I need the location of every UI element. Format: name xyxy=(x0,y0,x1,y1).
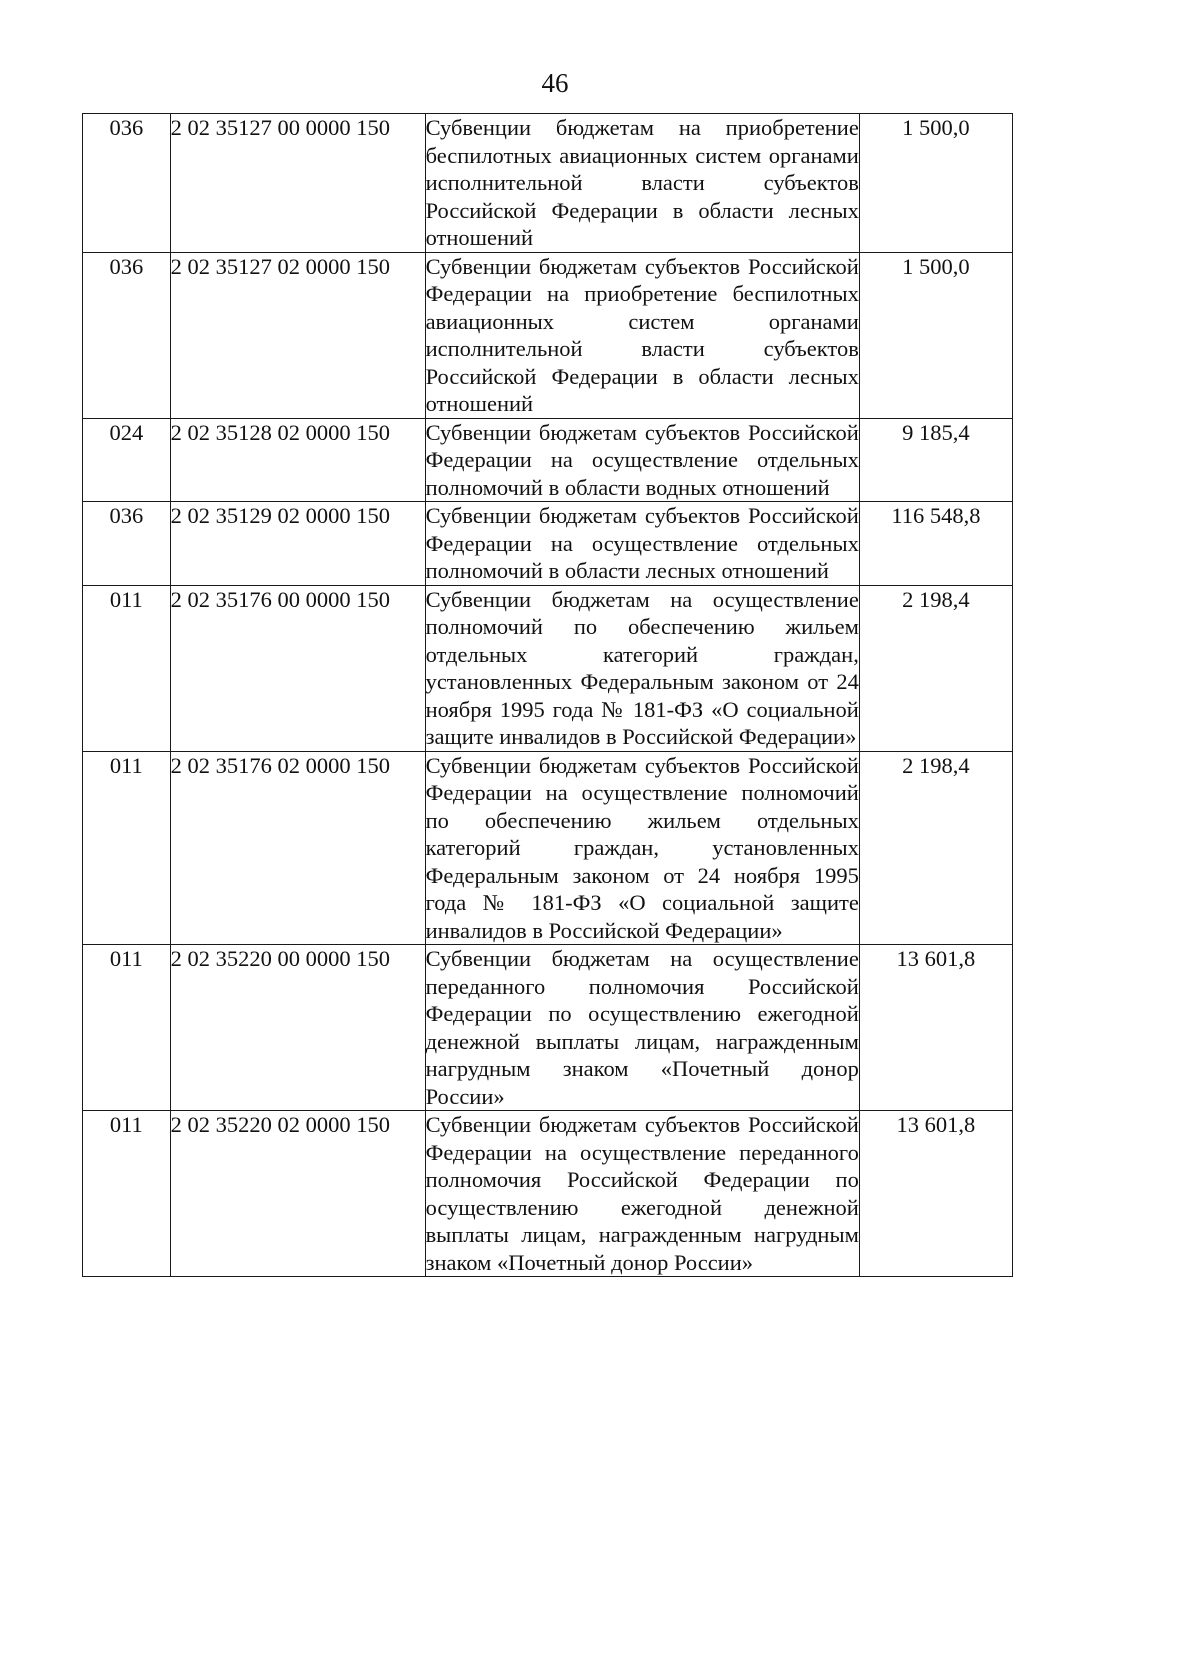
budget-classification-code-cell: 2 02 35127 00 0000 150 xyxy=(170,114,425,253)
admin-code-cell: 011 xyxy=(83,585,171,751)
admin-code-cell: 011 xyxy=(83,945,171,1111)
amount-cell: 13 601,8 xyxy=(859,1111,1012,1277)
amount-cell: 13 601,8 xyxy=(859,945,1012,1111)
revenue-name-cell: Субвенции бюджетам субъектов Российской Федерации на осуществление переданного полномочия Российской Федерации по осуществлению ежегодной денежной выплаты лицам, награжденным нагрудным знаком «Почетный донор России» xyxy=(425,1112,859,1275)
amount-cell: 2 198,4 xyxy=(859,751,1012,945)
amount-cell: 1 500,0 xyxy=(859,114,1012,253)
revenue-name-cell: Субвенции бюджетам на осуществление полномочий по обеспечению жильем отдельных категорий граждан, установленных Федеральным законом от 24 ноября 1995 года № 181-ФЗ «О социальной защите инвалидов в Российской Федерации» xyxy=(425,586,859,749)
budget-classification-code-cell: 2 02 35176 02 0000 150 xyxy=(170,751,425,945)
revenue-name-cell: Субвенции бюджетам субъектов Российской Федерации на осуществление полномочий по обеспечению жильем отдельных категорий граждан, установленных Федеральным законом от 24 ноября 1995 года № 181-ФЗ «О социальной защите инвалидов в Российской Федерации» xyxy=(425,752,859,943)
admin-code-cell: 011 xyxy=(83,751,171,945)
table-row xyxy=(83,1111,1013,1277)
budget-classification-code-cell: 2 02 35127 02 0000 150 xyxy=(170,252,425,418)
table-row xyxy=(83,945,1013,1111)
page-number: 46 xyxy=(541,68,569,98)
table-row xyxy=(83,114,1013,253)
table-row xyxy=(83,751,1013,945)
subventions-table xyxy=(82,113,1013,1277)
admin-code-cell: 036 xyxy=(83,252,171,418)
table-row xyxy=(83,252,1013,418)
budget-classification-code-cell: 2 02 35220 00 0000 150 xyxy=(170,945,425,1111)
amount-cell: 116 548,8 xyxy=(859,502,1012,586)
admin-code-cell: 036 xyxy=(83,502,171,586)
amount-cell: 2 198,4 xyxy=(859,585,1012,751)
budget-classification-code-cell: 2 02 35220 02 0000 150 xyxy=(170,1111,425,1277)
revenue-name-cell: Субвенции бюджетам на осуществление переданного полномочия Российской Федерации по осуществлению ежегодной денежной выплаты лицам, награжденным нагрудным знаком «Почетный донор России» xyxy=(425,946,859,1109)
revenue-name-cell: Субвенции бюджетам на приобретение беспилотных авиационных систем органами исполнительной власти субъектов Российской Федерации в области лесных отношений xyxy=(425,115,859,250)
admin-code-cell: 011 xyxy=(83,1111,171,1277)
table-row xyxy=(83,418,1013,502)
admin-code-cell: 024 xyxy=(83,418,171,502)
budget-classification-code-cell: 2 02 35176 00 0000 150 xyxy=(170,585,425,751)
budget-classification-code-cell: 2 02 35129 02 0000 150 xyxy=(170,502,425,586)
admin-code-cell: 036 xyxy=(83,114,171,253)
budget-classification-code-cell: 2 02 35128 02 0000 150 xyxy=(170,418,425,502)
revenue-name-cell: Субвенции бюджетам субъектов Российской Федерации на приобретение беспилотных авиационных систем органами исполнительной власти субъектов Российской Федерации в области лесных отношений xyxy=(425,253,859,416)
table-row xyxy=(83,585,1013,751)
amount-cell: 1 500,0 xyxy=(859,252,1012,418)
amount-cell: 9 185,4 xyxy=(859,418,1012,502)
revenue-name-cell: Субвенции бюджетам субъектов Российской Федерации на осуществление отдельных полномочий в области водных отношений xyxy=(425,419,859,500)
revenue-name-cell: Субвенции бюджетам субъектов Российской Федерации на осуществление отдельных полномочий в области лесных отношений xyxy=(425,503,859,583)
table-row xyxy=(83,502,1013,586)
